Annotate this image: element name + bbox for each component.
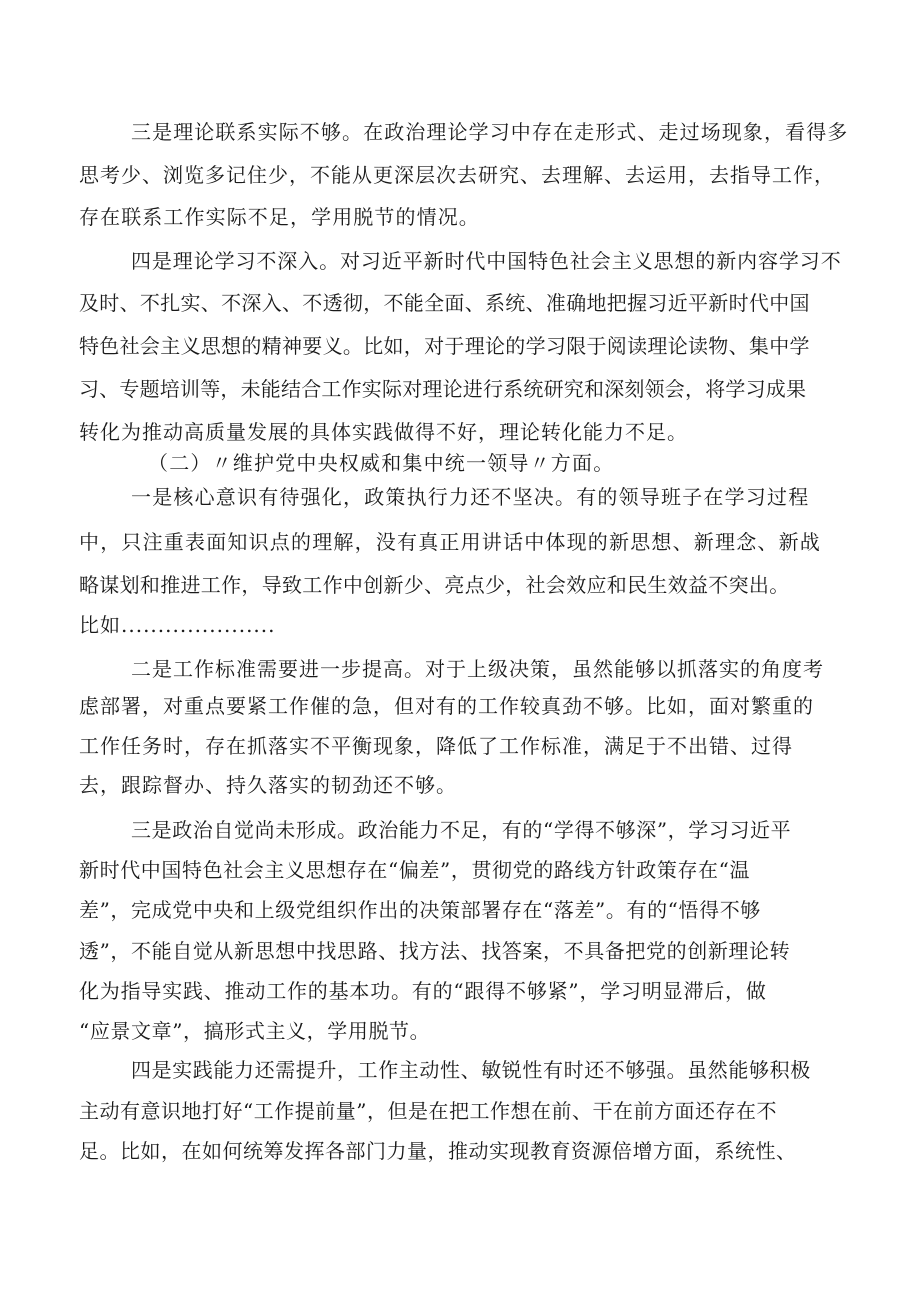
paragraph-6-line-2: 主动有意识地打好“工作提前量”，但是在把工作想在前、干在前方面还存在不 [79, 1099, 777, 1123]
paragraph-5-line-6: “应景文章”，搞形式主义，学用脱节。 [79, 1019, 431, 1043]
paragraph-4-line-3: 工作任务时，存在抓落实不平衡现象，降低了工作标准，满足于不出错、过得 [79, 734, 793, 758]
paragraph-5-line-3: 差”，完成党中央和上级党组织作出的决策部署存在“落差”。有的“悟得不够 [79, 898, 761, 922]
section-heading: （二）〃维护党中央权威和集中统一领导〃方面。 [148, 451, 615, 475]
paragraph-3-line-1: 一是核心意识有待强化，政策执行力还不坚决。有的领导班子在学习过程 [131, 485, 810, 509]
paragraph-5-line-2: 新时代中国特色社会主义思想存在“偏差”，贯彻党的路线方针政策存在“温 [79, 858, 751, 882]
paragraph-3-line-2: 中，只注重表面知识点的理解，没有真正用讲话中体现的新思想、新理念、新战 [79, 530, 821, 554]
paragraph-1-line-2: 思考少、浏览多记住少，不能从更深层次去研究、去理解、去运用，去指导工作， [79, 163, 835, 187]
paragraph-5-line-5: 化为指导实践、推动工作的基本功。有的“跟得不够紧”，学习明显滞后，做 [79, 979, 767, 1003]
paragraph-6-line-1: 四是实践能力还需提升，工作主动性、敏锐性有时还不够强。虽然能够积极 [131, 1058, 811, 1082]
paragraph-2-line-1: 四是理论学习不深入。对习近平新时代中国特色社会主义思想的新内容学习不 [131, 249, 842, 273]
paragraph-2-line-4: 习、专题培训等，未能结合工作实际对理论进行系统研究和深刻领会，将学习成果 [79, 377, 807, 401]
paragraph-3-line-4: 比如..................... [79, 613, 276, 637]
paragraph-4-line-4: 去，跟踪督办、持久落实的韧劲还不够。 [79, 773, 457, 797]
paragraph-5-line-1: 三是政治自觉尚未形成。政治能力不足，有的“学得不够深”，学习习近平 [131, 818, 792, 842]
paragraph-4-line-2: 虑部署，对重点要紧工作催的急，但对有的工作较真劲不够。比如，面对繁重的 [79, 694, 814, 718]
paragraph-1-line-3: 存在联系工作实际不足，学用脱节的情况。 [79, 205, 480, 229]
paragraph-4-line-1: 二是工作标准需要进一步提高。对于上级决策，虽然能够以抓落实的角度考 [131, 657, 824, 681]
paragraph-2-line-5: 转化为推动高质量发展的具体实践做得不好，理论转化能力不足。 [79, 420, 688, 444]
paragraph-2-line-3: 特色社会主义思想的精神要义。比如，对于理论的学习限于阅读理论读物、集中学 [79, 334, 810, 358]
paragraph-3-line-3: 略谋划和推进工作，导致工作中创新少、亮点少，社会效应和民生效益不突出。 [79, 573, 790, 597]
paragraph-2-line-2: 及时、不扎实、不深入、不透彻，不能全面、系统、准确地把握习近平新时代中国 [79, 291, 810, 315]
paragraph-5-line-4: 透”，不能自觉从新思想中找思路、找方法、找答案，不具备把党的创新理论转 [79, 939, 791, 963]
paragraph-6-line-3: 足。比如，在如何统筹发挥各部门力量，推动实现教育资源倍增方面，系统性、 [79, 1139, 797, 1163]
paragraph-1-line-1: 三是理论联系实际不够。在政治理论学习中存在走形式、走过场现象，看得多 [131, 120, 849, 144]
